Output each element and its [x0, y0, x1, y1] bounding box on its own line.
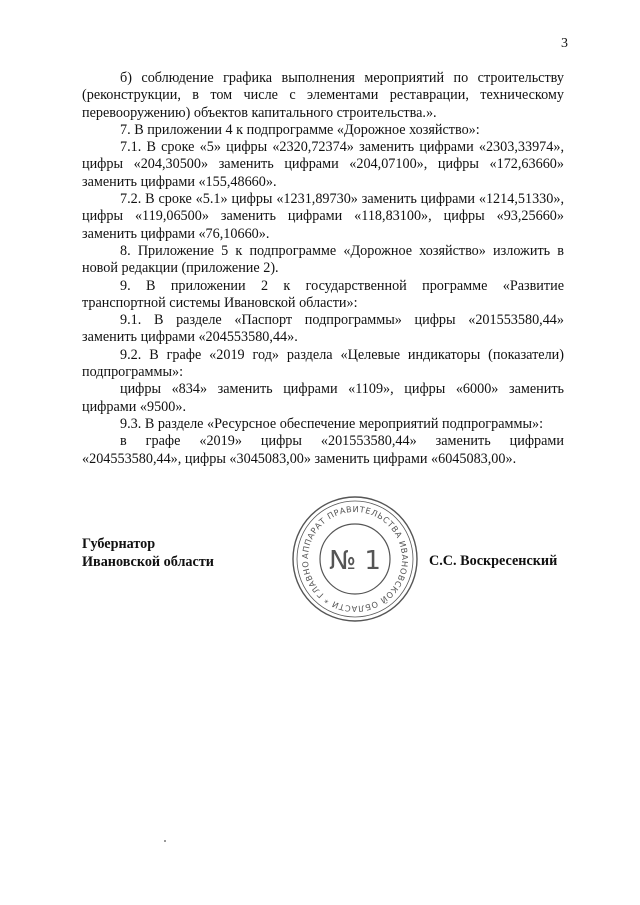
signatory-name: С.С. Воскресенский — [429, 553, 558, 569]
paragraph: 9.3. В разделе «Ресурсное обеспечение мероприятий подпрограммы»: — [120, 415, 544, 432]
paragraph: 9.1. В разделе «Паспорт подпрограммы» цифры «201553580,44» заменить цифрами «204553580,44». — [82, 312, 564, 346]
paragraph: в графе «2019» цифры «201553580,44» заменить цифрами «204553580,44», цифры «3045083,00» заменить цифрами «6045083,00». — [82, 433, 564, 467]
seal-ring-text: АППАРАТ ПРАВИТЕЛЬСТВА ИВАНОВСКОЙ ОБЛАСТИ * ГЛАВНО — [299, 503, 411, 615]
official-seal — [290, 494, 420, 624]
signatory-position-line2: Ивановской области — [82, 554, 214, 570]
scan-speck — [164, 840, 166, 842]
seal-graphic — [290, 494, 420, 624]
paragraph: 9. В приложении 2 к государственной программе «Развитие транспортной системы Ивановской области»: — [82, 277, 564, 311]
paragraph: 7.2. В сроке «5.1» цифры «1231,89730» заменить цифрами «1214,51330», цифры «119,06500» заменить цифрами «118,83100», цифры «93,25660» заменить цифрами «76,10660». — [82, 191, 564, 242]
signatory-position-line1: Губернатор — [82, 536, 156, 552]
paragraph: 7. В приложении 4 к подпрограмме «Дорожное хозяйство»: — [120, 121, 480, 138]
paragraph: цифры «834» заменить цифрами «1109», цифры «6000» заменить цифрами «9500». — [82, 381, 564, 415]
paragraph: 8. Приложение 5 к подпрограмме «Дорожное хозяйство» изложить в новой редакции (приложение 2). — [82, 242, 564, 277]
signatory-position — [82, 535, 214, 571]
page-number: 3 — [561, 36, 568, 51]
seal-center-text: № 1 — [329, 546, 381, 576]
paragraph: 7.1. В сроке «5» цифры «2320,72374» заменить цифрами «2303,33974», цифры «204,30500» заменить цифрами «204,07100», цифры «172,63660» заменить цифрами «155,48660». — [82, 139, 564, 190]
paragraph: б) соблюдение графика выполнения мероприятий по строительству (реконструкции, в том числе с элементами реставрации, техническому перевооружению) объектов капитального строительства.». — [82, 70, 564, 121]
document-body — [82, 70, 564, 468]
paragraph: 9.2. В графе «2019 год» раздела «Целевые индикаторы (показатели) подпрограммы»: — [82, 346, 564, 381]
